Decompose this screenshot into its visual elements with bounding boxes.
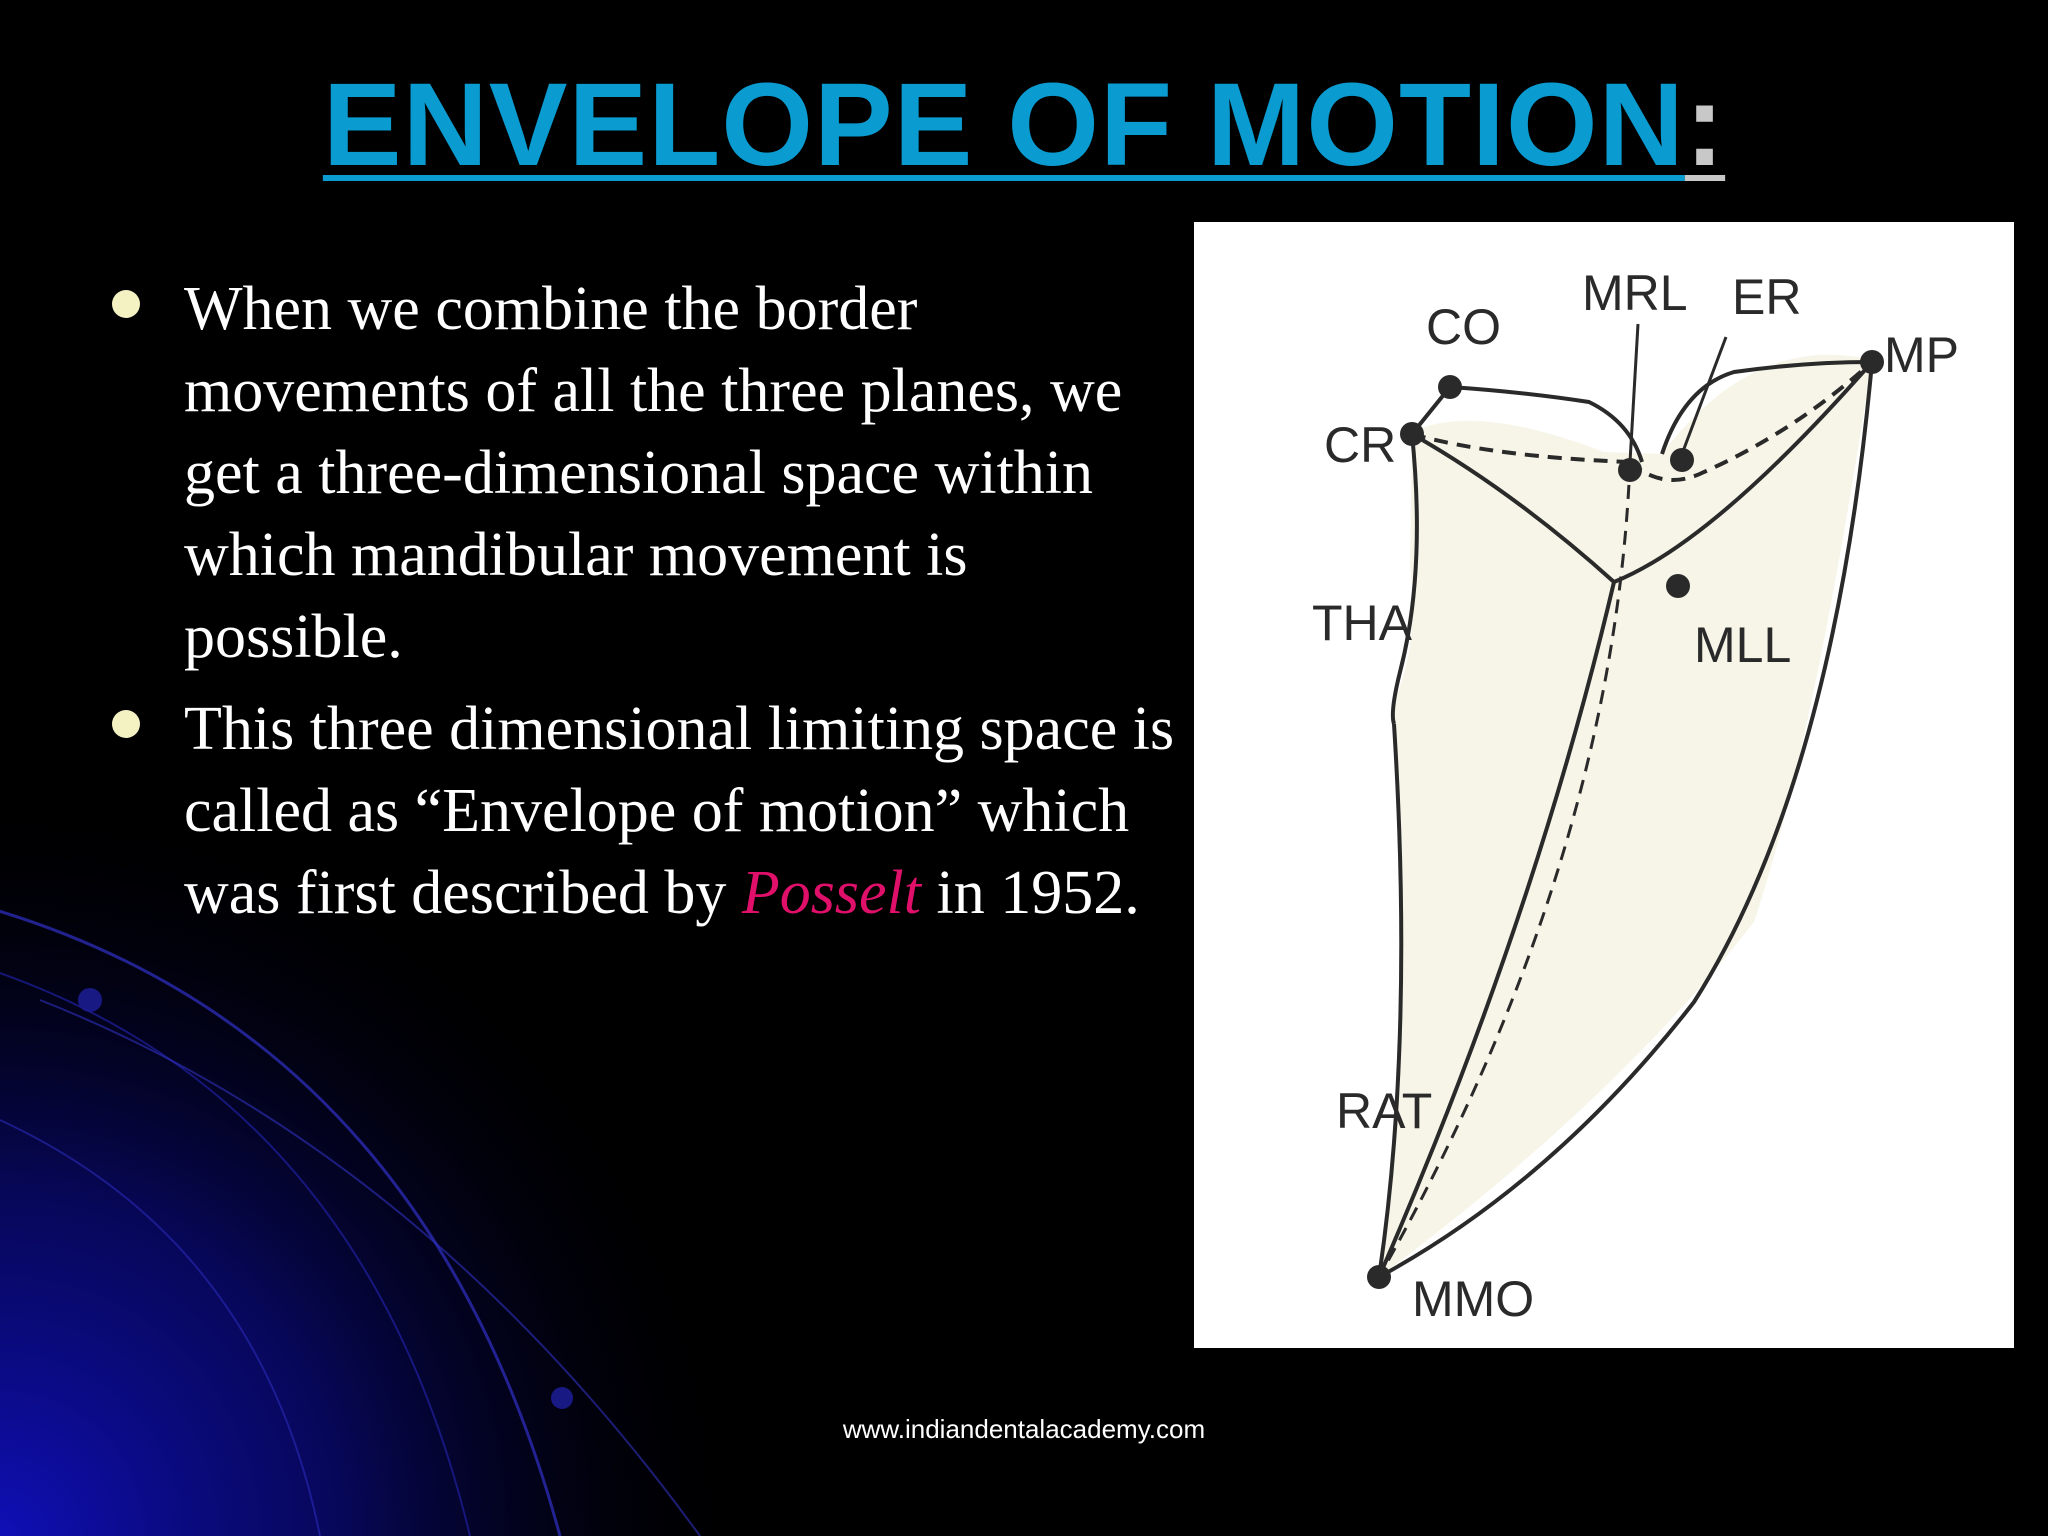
point-er [1670, 448, 1694, 472]
bullet-icon [112, 290, 140, 318]
envelope-of-motion-diagram [1194, 222, 2014, 1348]
footer-url: www.indiandentalacademy.com [842, 1414, 1206, 1444]
label-mll: MLL [1694, 617, 1792, 673]
bullet-text-part: in 1952. [920, 859, 1140, 927]
bullet-list [100, 268, 1200, 944]
title-colon: : [1684, 59, 1726, 191]
label-mp: MP [1884, 327, 1959, 383]
point-co [1438, 375, 1462, 399]
label-mrl: MRL [1582, 265, 1688, 321]
envelope-shape [1379, 355, 1872, 1277]
author-name: Posselt [741, 859, 921, 927]
label-rat: RAT [1336, 1083, 1433, 1139]
label-tha: THA [1312, 595, 1412, 651]
bullet-text: When we combine the border movements of all the three planes, we get a three-dimensional space within which mandibular movement is possible. [184, 275, 1123, 671]
point-mp [1860, 350, 1884, 374]
label-co: CO [1426, 299, 1501, 355]
label-mmo: MMO [1412, 1271, 1535, 1327]
bullet-text-part: This three dimensional limiting space is called as “Envelope of motion” which was first described by [184, 695, 1175, 927]
bullet-item [100, 268, 1200, 678]
diagram-svg [1194, 222, 2014, 1348]
point-cr [1400, 422, 1424, 446]
slide-title [0, 60, 2048, 190]
label-er: ER [1732, 269, 1802, 325]
title-text: ENVELOPE OF MOTION [322, 59, 1685, 191]
bullet-item [100, 688, 1200, 934]
point-mmo [1367, 1265, 1391, 1289]
point-mll [1666, 574, 1690, 598]
label-cr: CR [1324, 417, 1397, 473]
point-mrl [1618, 458, 1642, 482]
bullet-icon [112, 710, 140, 738]
